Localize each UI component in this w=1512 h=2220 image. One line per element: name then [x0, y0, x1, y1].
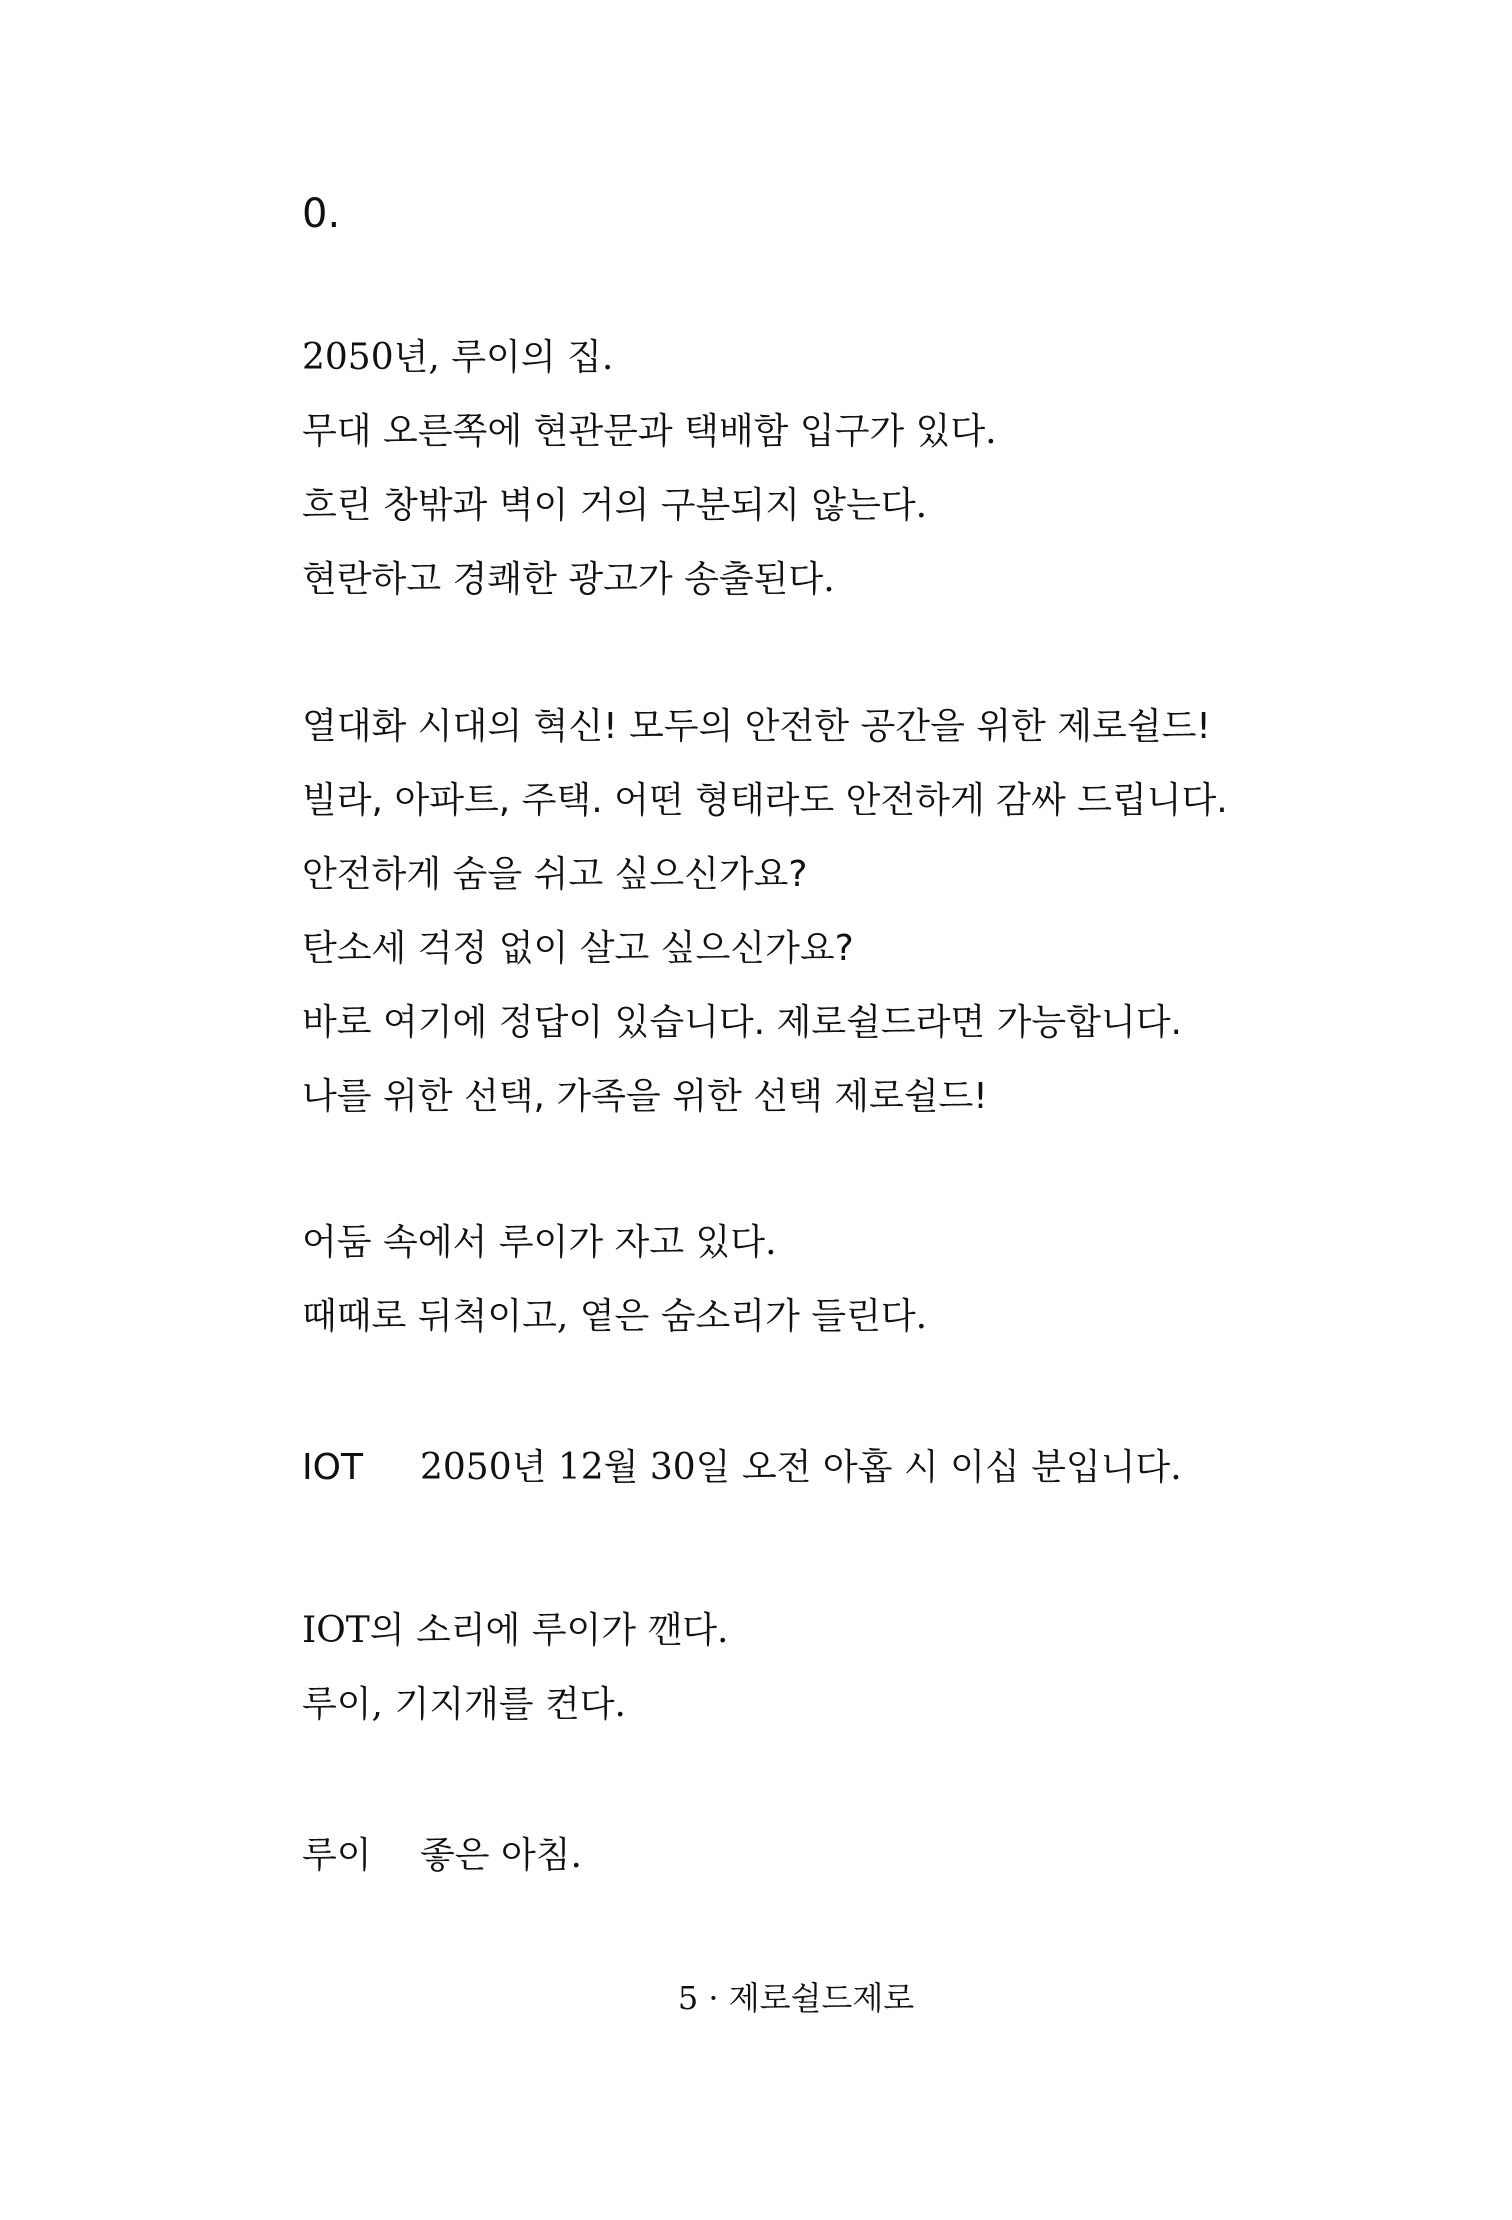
stage-direction-line: 현란하고 경쾌한 광고가 송출된다.	[302, 559, 835, 600]
scene-number: 0.	[302, 191, 341, 237]
speaker-name: 루이	[302, 1835, 372, 1876]
dialogue-rui	[302, 1819, 582, 1893]
advert-line: 나를 위한 선택, 가족을 위한 선택 제로쉴드!	[302, 1076, 988, 1117]
dialogue-iot	[302, 1431, 1182, 1505]
stage-direction-line: 무대 오른쪽에 현관문과 택배함 입구가 있다.	[302, 411, 997, 452]
speech-text: 2050년 12월 30일 오전 아홉 시 이십 분입니다.	[420, 1447, 1182, 1488]
stage-direction-line: 때때로 뒤척이고, 옅은 숨소리가 들린다.	[302, 1296, 928, 1337]
stage-direction-opening	[302, 321, 997, 617]
stage-direction-waking	[302, 1594, 729, 1742]
advertisement-text	[302, 690, 1228, 1134]
speaker-name: IOT	[302, 1447, 363, 1488]
stage-direction-line: 흐린 창밖과 벽이 거의 구분되지 않는다.	[302, 485, 928, 526]
stage-direction-line: 2050년, 루이의 집.	[302, 337, 614, 378]
speech-text: 좋은 아침.	[420, 1835, 582, 1876]
stage-direction-line: IOT의 소리에 루이가 깬다.	[302, 1610, 729, 1651]
advert-line: 열대화 시대의 혁신! 모두의 안전한 공간을 위한 제로쉴드!	[302, 706, 1211, 747]
advert-line: 탄소세 걱정 없이 살고 싶으신가요?	[302, 928, 854, 969]
stage-direction-line: 어둠 속에서 루이가 자고 있다.	[302, 1222, 777, 1263]
advert-line: 안전하게 숨을 쉬고 싶으신가요?	[302, 854, 808, 895]
advert-line: 바로 여기에 정답이 있습니다. 제로쉴드라면 가능합니다.	[302, 1002, 1182, 1043]
stage-direction-line: 루이, 기지개를 켠다.	[302, 1684, 626, 1725]
page-footer: 5 · 제로쉴드제로	[677, 1979, 915, 2017]
advert-line: 빌라, 아파트, 주택. 어떤 형태라도 안전하게 감싸 드립니다.	[302, 780, 1228, 821]
stage-direction-sleeping	[302, 1206, 927, 1354]
